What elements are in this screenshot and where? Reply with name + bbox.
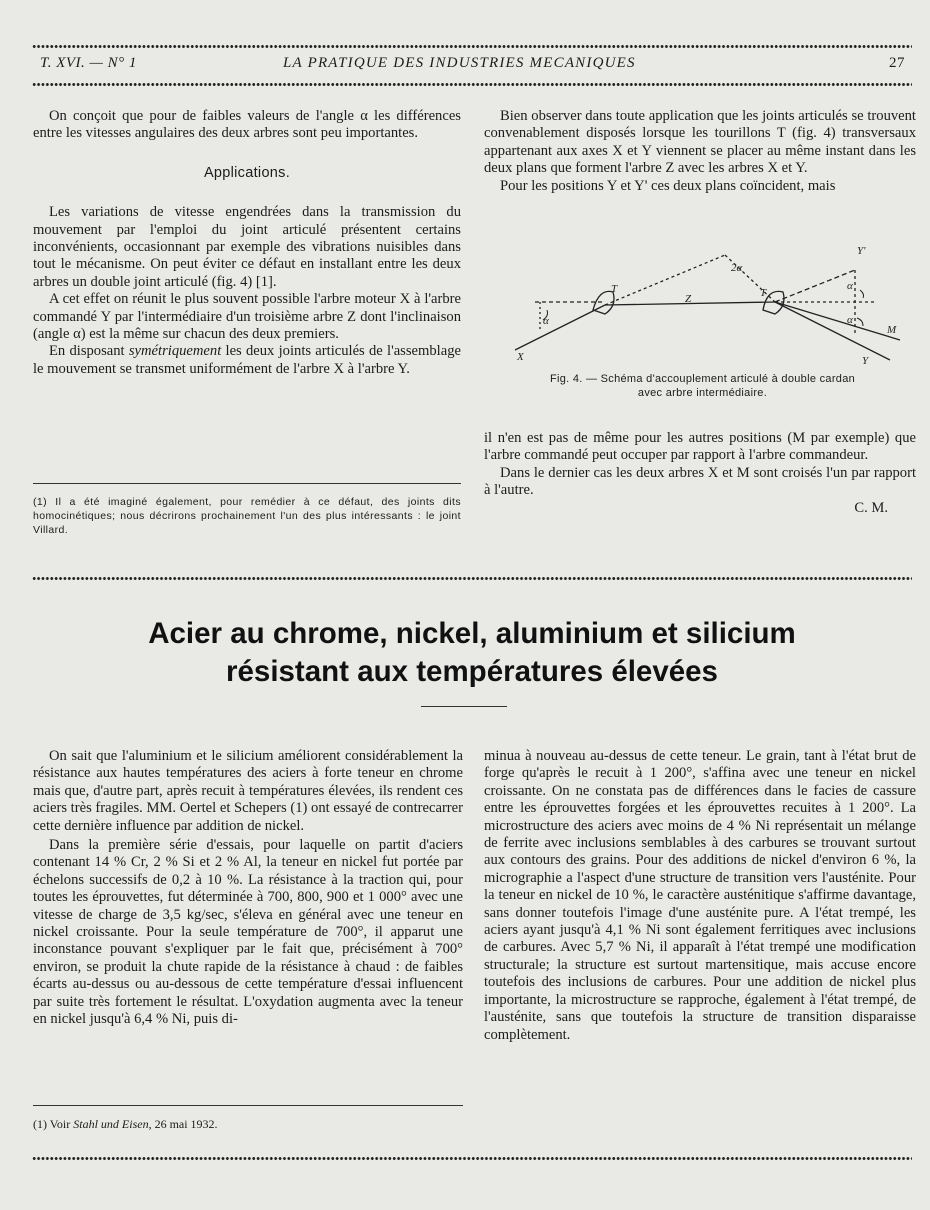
shaft-y [775,302,890,360]
header-bottom-rule [32,82,912,87]
top-right-column-upper [484,108,916,195]
label-y: Y [862,355,869,367]
shaft-m [775,302,900,340]
section-separator-rule [32,576,912,581]
author-signature: C. M. [854,499,888,516]
paragraph: En disposant symétriquement les deux joints articulés de l'assemblage le mouvement se transmet uniformément de l'arbre X à l'arbre Y. [33,343,461,377]
paragraph: A cet effet on réunit le plus souvent possible l'arbre moteur X à l'arbre commandé Y par l'intermédiaire d'un troisième arbre Z dont l'inclinaison (angle α) est la même sur chacun des deux premiers. [33,291,461,343]
paragraph: minua à nouveau au-dessus de cette teneur. Le grain, tant à l'état brut de forge qu'après le recuit à 1 200°, s'affina avec une teneur en nickel croissante. On ne constata pas de différences dans le facies de cassure entre les éprouvettes forgées et les éprouvettes recuites à 1 200°. La microstructure des aciers avec moins de 4 % Ni représentait un mélange de ferrite avec inclusions semblables à des carbures se trouvant surtout aux contours des grains. Pour des additions de nickel d'environ 6 %, la micrographie a l'aspect d'une structure de transition vers l'austénite. Pour la teneur en nickel de 10 %, le caractère austénitique s'affirme davantage, sans donner toutefois l'image d'une austénite pure. A l'état trempé, les aciers ayant jusqu'à 4,1 % Ni sont également ferritiques avec inclusions de carbures. Avec 5,7 % Ni, il apparaît à l'état trempé une modification structurale; la structure est surtout martensitique, mais accuse encore toutefois des inclusions de carbures. Pour une addition de nickel plus importante, la microstructure se rapproche, également à l'état trempé, de l'austénite, sans que toutefois la structure de transition disparaisse complètement. [484,748,916,1043]
running-header [40,55,905,77]
title-line: résistant aux températures élevées [226,655,718,688]
shaft-y-prime [775,270,855,302]
article-left-column [33,748,463,1029]
volume-issue: T. XVI. — N° 1 [40,55,137,71]
footnote-text: (1) Voir Stahl und Eisen, 26 mai 1932. [33,1117,218,1131]
footnote [33,495,461,537]
caption-line: Fig. 4. — Schéma d'accouplement articulé à double cardan [549,373,856,385]
figure-caption [505,372,900,400]
paragraph: Pour les positions Y et Y' ces deux plans coïncident, mais [500,177,836,194]
article-right-column [484,748,916,1044]
footnote-text: (1) Il a été imaginé également, pour remédier à ce défaut, des joints dits homocinétiques; nous décrirons prochainement l'un des plus intéressants : le joint Villard. [33,496,461,536]
footnote-rule [33,1105,463,1106]
footnote-rule [33,483,461,484]
paragraph: il n'en est pas de même pour les autres positions (M par exemple) que l'arbre commandé peut occuper par rapport à l'arbre commandeur. [484,430,916,464]
label-y-prime: Y' [857,245,866,257]
section-heading: Applications. [203,164,291,181]
label-t-left: T [611,283,618,295]
label-t-right: T [760,287,767,299]
construction-line [605,255,725,305]
label-x: X [517,351,524,363]
title-underline [421,706,507,707]
paragraph: Dans la première série d'essais, pour laquelle on partit d'aciers contenant 14 % Cr, 2 % Si et 2 % Al, la teneur en nickel fut portée par échelons successifs de 0,2 à 10 %. La résistance à la traction qui, pour toutes les éprouvettes, fut déterminée à 700, 800, 900 et 1 000° avec une vitesse de charge de 3,5 kg/sec, s'éleva en général avec une teneur en nickel croissante. Pour la seule température de 700°, il apparut une inconstance pouvant s'expliquer par le fait que, précisément à 700° environ, se produit la chute rapide de la résistance à chaud : de faibles écarts au-dessus ou au-dessous de cette température d'essai influencent par suite très fortement le résultat. L'oxydation augmenta avec la teneur en nickel jusqu'à 6,4 % Ni, puis di- [33,837,463,1028]
article-title [32,615,912,691]
journal-title: LA PRATIQUE DES INDUSTRIES MECANIQUES [283,55,636,71]
label-z: Z [685,293,692,305]
paragraph: Dans le dernier cas les deux arbres X et M sont croisés l'un par rapport à l'autre. [484,464,916,499]
label-alpha-right-bottom: α [847,314,853,326]
label-m: M [887,324,897,336]
page-number: 27 [889,55,905,71]
article-footnote [33,1116,463,1133]
top-right-column-lower [484,430,916,517]
label-alpha-right-top: α [847,280,853,292]
header-top-rule [32,44,912,49]
figure-4-diagram [505,240,905,370]
paragraph: On conçoit que pour de faibles valeurs de l'angle α les différences entre les vitesses angulaires des deux arbres sont peu importantes. [33,108,461,142]
paragraph: Bien observer dans toute application que les joints articulés se trouvent convenablement disposés lorsque les tourillons T (fig. 4) transversaux appartenant aux axes X et Y viennent se placer au même instant dans les deux plans que forment l'arbre Z avec les arbres X et Y. [484,108,916,177]
paragraph: On sait que l'aluminium et le silicium améliorent considérablement la résistance aux hautes températures des aciers à forte teneur en chrome mais que, d'autre part, après recuit à températures élevées, ils rendent ces aciers très fragiles. MM. Oertel et Schepers (1) ont essayé de contrecarrer cette dernière influence par addition de nickel. [33,748,463,834]
title-line: Acier au chrome, nickel, aluminium et silicium [148,617,796,650]
shaft-x [515,305,605,350]
label-alpha-left: α [543,315,549,327]
caption-line: avec arbre intermédiaire. [637,387,768,399]
paragraph: Les variations de vitesse engendrées dans la transmission du mouvement par l'emploi du joint articulé présentent certains inconvénients, occasionnant par exemple des vibrations nuisibles dans tout le mécanisme. On peut éviter ce défaut en installant entre les deux arbres un double joint articulé (fig. 4) [1]. [33,204,461,290]
label-two-alpha: 2α [731,262,743,274]
top-left-column [33,108,461,378]
footer-rule [32,1156,912,1161]
